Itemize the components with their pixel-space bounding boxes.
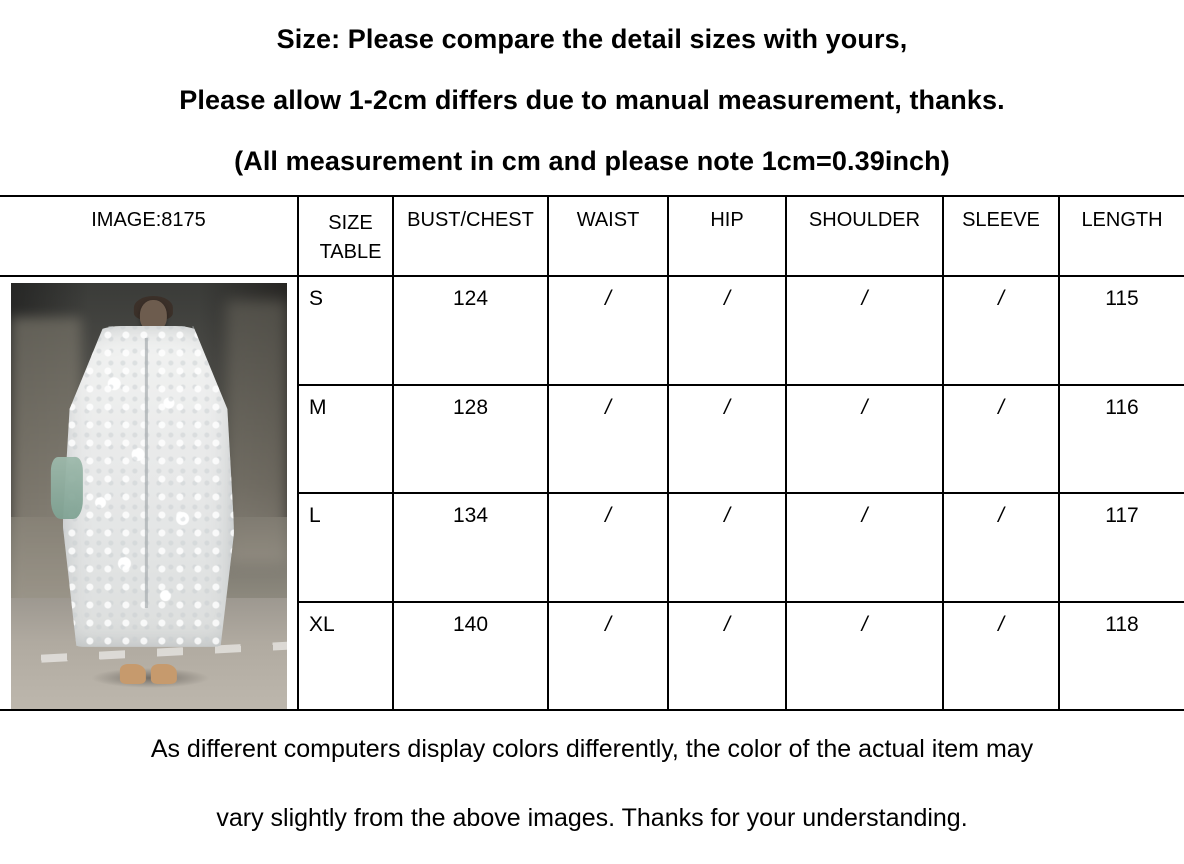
cell-waist-xl: / — [548, 602, 668, 711]
cell-hip-m: / — [668, 385, 786, 494]
cell-length-xl: 118 — [1059, 602, 1184, 711]
header-note-line-1: Size: Please compare the detail sizes with yours, — [276, 24, 908, 54]
column-header-length: LENGTH — [1059, 196, 1184, 276]
cell-shoulder-xl: / — [786, 602, 943, 711]
cell-size-xl: XL — [298, 602, 393, 711]
size-table — [0, 195, 1184, 711]
photo-model — [46, 300, 250, 692]
column-header-shoulder: SHOULDER — [786, 196, 943, 276]
header-note-line-2: Please allow 1-2cm differs due to manual measurement, thanks. — [179, 85, 1005, 115]
cell-hip-l: / — [668, 493, 786, 602]
table-row — [0, 276, 1184, 385]
footer-note — [0, 711, 1184, 831]
cell-hip-s: / — [668, 276, 786, 385]
table-header-row — [0, 196, 1184, 276]
cell-length-l: 117 — [1059, 493, 1184, 602]
column-header-sleeve: SLEEVE — [943, 196, 1059, 276]
column-header-hip: HIP — [668, 196, 786, 276]
image-code-label: IMAGE:8175 — [0, 196, 298, 276]
cell-size-s: S — [298, 276, 393, 385]
cell-size-m: M — [298, 385, 393, 494]
model-shoe-left — [120, 664, 146, 684]
cell-length-s: 115 — [1059, 276, 1184, 385]
size-table-header-line1: SIZE — [328, 212, 373, 234]
cell-hip-xl: / — [668, 602, 786, 711]
cell-bust-s: 124 — [393, 276, 548, 385]
size-table-header — [298, 196, 393, 276]
cell-sleeve-l: / — [943, 493, 1059, 602]
model-lace-coat — [63, 326, 235, 647]
cell-shoulder-s: / — [786, 276, 943, 385]
coat-lace-texture — [63, 326, 235, 647]
footer-note-line-1: As different computers display colors differently, the color of the actual item may — [150, 735, 1034, 763]
column-header-bust: BUST/CHEST — [393, 196, 548, 276]
header-notes — [0, 0, 1184, 175]
cell-length-m: 116 — [1059, 385, 1184, 494]
cell-shoulder-m: / — [786, 385, 943, 494]
cell-sleeve-xl: / — [943, 602, 1059, 711]
cell-waist-l: / — [548, 493, 668, 602]
header-note-line-3: (All measurement in cm and please note 1cm=0.39inch) — [234, 146, 950, 176]
cell-size-l: L — [298, 493, 393, 602]
cell-waist-m: / — [548, 385, 668, 494]
cell-bust-xl: 140 — [393, 602, 548, 711]
cell-sleeve-m: / — [943, 385, 1059, 494]
model-legs — [120, 645, 177, 684]
product-photo-frame — [11, 283, 287, 709]
model-handbag — [50, 457, 83, 520]
size-table-header-line2: TABLE — [319, 241, 382, 263]
cell-sleeve-s: / — [943, 276, 1059, 385]
column-header-waist: WAIST — [548, 196, 668, 276]
cell-waist-s: / — [548, 276, 668, 385]
cell-bust-l: 134 — [393, 493, 548, 602]
cell-shoulder-l: / — [786, 493, 943, 602]
footer-note-line-2: vary slightly from the above images. Thanks for your understanding. — [216, 804, 968, 832]
model-shoe-right — [151, 664, 177, 684]
cell-bust-m: 128 — [393, 385, 548, 494]
product-photo — [0, 276, 298, 710]
